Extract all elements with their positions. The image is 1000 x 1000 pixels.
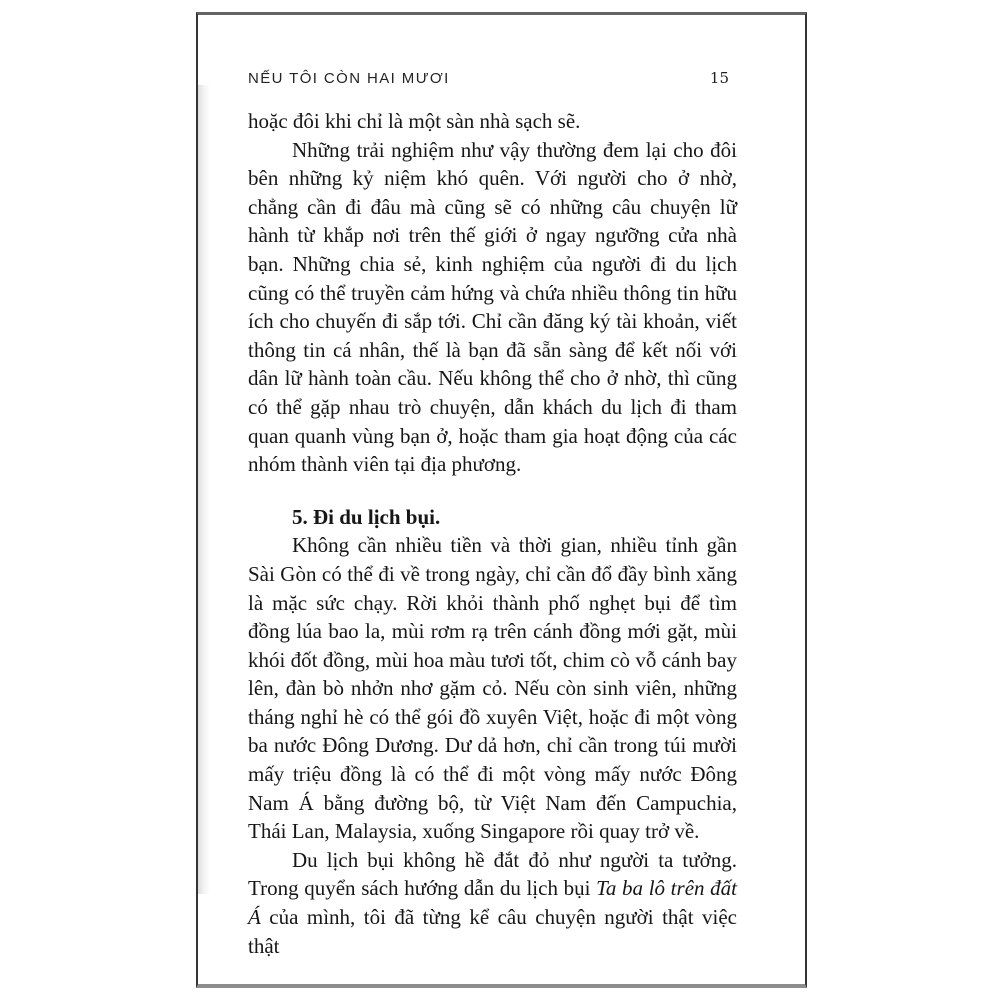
text-run: Du lịch bụi không hề đắt đỏ như người ta tưởng. Trong quyển sách hướng dẫn du lịch bụi bbox=[248, 847, 737, 901]
page-text bbox=[248, 107, 737, 960]
text-run: 5. Đi du lịch bụi. bbox=[292, 504, 441, 529]
text-run: Những trải nghiệm như vậy thường đem lại cho đôi bên những kỷ niệm khó quên. Với người cho ở nhờ, chẳng cần đi đâu mà cũng sẽ có những câu chuyện lữ hành từ khắp nơi trên thế giới ở ngay ngưỡng cửa nhà bạn. Những chia sẻ, kinh nghiệm của người đi du lịch cũng có thể truyền cảm hứng và chứa nhiều thông tin hữu ích cho chuyến đi sắp tới. Chỉ cần đăng ký tài khoản, viết thông tin cá nhân, thế là bạn đã sẵn sàng để kết nối với dân lữ hành toàn cầu. Nếu không thể cho ở nhờ, thì cũng có thể gặp nhau trò chuyện, dẫn khách du lịch đi tham quan quanh vùng bạn ở, hoặc tham gia hoạt động của các nhóm thành viên tại địa phương. bbox=[248, 137, 737, 477]
page-number: 15 bbox=[709, 69, 729, 87]
text-run: Không cần nhiều tiền và thời gian, nhiều tỉnh gần Sài Gòn có thể đi về trong ngày, chỉ cần đổ đầy bình xăng là mặc sức chạy. Rời khỏi thành phố nghẹt bụi để tìm đồng lúa bao la, mùi rơm rạ trên cánh đồng mới gặt, mùi khói đốt đồng, mùi hoa màu tươi tốt, chim cò vỗ cánh bay lên, đàn bò nhởn nhơ gặm cỏ. Nếu còn sinh viên, những tháng nghỉ hè có thể gói đồ xuyên Việt, hoặc đi một vòng ba nước Đông Dương. Dư dả hơn, chỉ cần trong túi mười mấy triệu đồng là có thể đi một vòng mấy nước Đông Nam Á bằng đường bộ, từ Việt Nam đến Campuchia, Thái Lan, Malaysia, xuống Singapore rồi quay trở về. bbox=[248, 533, 737, 844]
paragraph bbox=[248, 136, 737, 479]
book-title-italic: Ta ba lô trên đất Á bbox=[248, 876, 738, 930]
paragraph bbox=[248, 107, 737, 136]
paragraph bbox=[248, 846, 737, 960]
page-gutter-shadow bbox=[198, 85, 210, 894]
page-header bbox=[248, 61, 735, 87]
paragraph bbox=[248, 531, 737, 846]
text-run: của mình, tôi đã từng kể câu chuyện người thật việc thật bbox=[248, 905, 737, 958]
running-title: NẾU TÔI CÒN HAI MƯƠI bbox=[248, 70, 450, 87]
section-heading bbox=[248, 503, 737, 532]
text-run: hoặc đôi khi chỉ là một sàn nhà sạch sẽ. bbox=[248, 109, 581, 133]
book-page bbox=[196, 12, 807, 988]
